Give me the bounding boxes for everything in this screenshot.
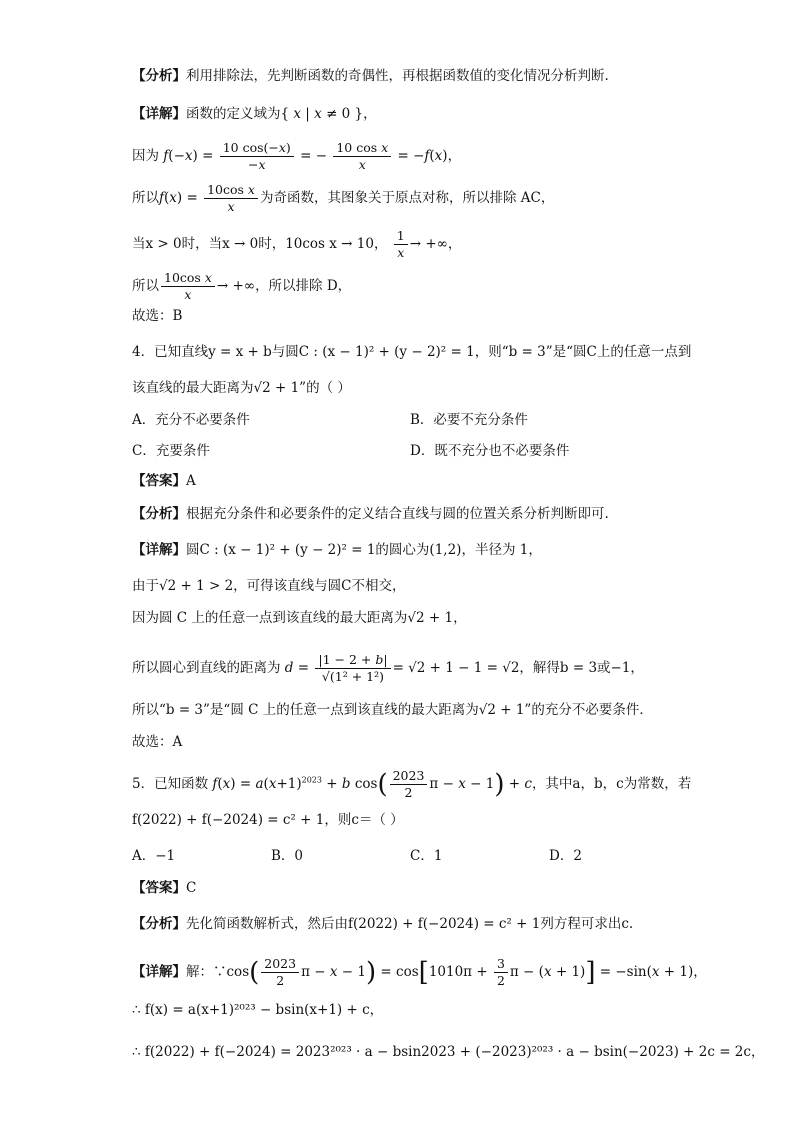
q3-odd-check-line: 因为 f(−x) = $\frac{10 \cos(-x)}{-x}$ = − $\frac{\text{10 cos x}}{x}$ = −f(x)， <box>132 140 462 172</box>
fraction: $\frac{|1 - 2 + b|}{\text{√(1² + 1²)}}$ <box>315 652 390 685</box>
q4-detail-line-2 <box>132 576 754 596</box>
answer-value: A <box>186 473 196 489</box>
detail-tag: 【详解】 <box>132 542 186 558</box>
detail-text: 由于√2 + 1 > 2，可得该直线与圆C不相交， <box>132 578 406 594</box>
q5-stem-text: f(2022) + f(−2024) = c² + 1，则c＝（ ） <box>132 812 404 828</box>
q3-odd-conclusion-line: 所以f(x) = $\frac{\text{10cos x}}{x}$ 为奇函数，其图象关于原点对称，所以排除 AC， <box>132 182 555 214</box>
domain-set: { x | x ≠ 0 }， <box>280 106 377 122</box>
detail-text: ∴ f(x) = a(x+1)²⁰²³ − bsin(x+1) + c， <box>132 1002 384 1018</box>
analysis-text: 先化简函数解析式，然后由f(2022) + f(−2024) = c² + 1列方程可求出c. <box>186 916 634 932</box>
limit-text: 当x > 0时，当x → 0时，10cos x → 10， <box>132 236 388 252</box>
q5-detail-line-1: 【详解】解：∵cos( $\frac{2023}{2}$ π − x − 1) = cos[1010π + $\frac{3}{2}$ π − (x + 1)] = −sin(x + 1)， <box>132 956 707 988</box>
q4-stem-line-1 <box>132 342 754 362</box>
q4-option-c: C．充要条件 <box>132 443 210 459</box>
q5-detail-line-2 <box>132 1000 754 1020</box>
q4-detail-line-4: 所以圆心到直线的距离为 d = $\frac{|1 - 2 + b|}{\text{√(1² + 1²)}}$ = √2 + 1 − 1 = √2，解得b = 3或−1， <box>132 652 644 684</box>
detail-text: 因为圆 C 上的任意一点到该直线的最大距离为√2 + 1， <box>132 610 467 626</box>
analysis-tag: 【分析】 <box>132 506 186 522</box>
fraction: $\frac{3}{2}$ <box>494 956 508 989</box>
detail-text: ∴ f(2022) + f(−2024) = 2023²⁰²³ · a − bsin2023 + (−2023)²⁰²³ · a − bsin(−2023) + 2c = 2c， <box>132 1044 765 1060</box>
q4-option-a: A．充分不必要条件 <box>132 412 250 428</box>
q5-analysis-line <box>132 914 754 934</box>
q3-detail-line <box>132 104 754 124</box>
q4-answer-line <box>132 471 754 491</box>
q5-stem-suffix: ，其中a，b，c为常数，若 <box>531 776 692 792</box>
detail-tag: 【详解】 <box>132 964 186 980</box>
q4-option-b: B．必要不充分条件 <box>410 412 528 428</box>
fraction: $\frac{1}{x}$ <box>394 228 408 261</box>
q5-stem-line-2 <box>132 810 754 830</box>
fraction: $\frac{2023}{2}$ <box>261 956 299 989</box>
exclude-text: ，所以排除 D， <box>255 278 352 294</box>
analysis-tag: 【分析】 <box>132 68 186 84</box>
because-prefix: 因为 <box>132 148 159 164</box>
analysis-text: 利用排除法，先判断函数的奇偶性，再根据函数值的变化情况分析判断. <box>186 68 609 84</box>
q5-option-a: A．−1 <box>132 848 176 864</box>
q4-detail-line-3 <box>132 608 754 628</box>
q5-detail-line-3 <box>132 1042 765 1062</box>
q4-stem-text: 该直线的最大距离为√2 + 1”的（ ） <box>132 380 351 396</box>
odd-conclusion-text: 为奇函数，其图象关于原点对称，所以排除 AC， <box>259 190 555 206</box>
q3-limit-line: 当x > 0时，当x → 0时，10cos x → 10， $\frac{1}{x}$ → +∞， <box>132 228 462 260</box>
q4-answer-line-2 <box>132 732 754 752</box>
q3-answer-line <box>132 306 754 326</box>
q3-exclude-line: 所以 $\frac{\text{10cos x}}{x}$ → +∞，所以排除 D， <box>132 270 352 302</box>
q5-stem-line-1: 5．已知函数 $f(x) = a(x+1)^{2023} + b$ cos( $\frac{2023}{2}$ π − x − 1) + c，其中a，b，c为常数，若 <box>132 768 692 800</box>
fraction: $\frac{\text{10 cos x}}{x}$ <box>333 140 391 173</box>
fraction: $\frac{2023}{2}$ <box>390 768 428 801</box>
answer-text: 故选：A <box>132 734 183 750</box>
fraction: $\frac{10 \cos(-x)}{-x}$ <box>220 140 294 173</box>
q5-stem-prefix: 5．已知函数 <box>132 776 209 792</box>
q4-detail-line-1 <box>132 540 754 560</box>
detail-text: 所以“b = 3”是“圆 C 上的任意一点到该直线的最大距离为√2 + 1”的充分不必要条件． <box>132 702 653 718</box>
detail-prefix: 所以圆心到直线的距离为 <box>132 660 281 676</box>
fraction: $\frac{\text{10cos x}}{x}$ <box>204 182 258 215</box>
q4-stem-text: 4．已知直线y = x + b与圆C : (x − 1)² + (y − 2)² = 1，则“b = 3”是“圆C上的任意一点到 <box>132 344 692 360</box>
detail-tag: 【详解】 <box>132 106 186 122</box>
q4-stem-line-2 <box>132 378 754 398</box>
q3-analysis-line <box>132 66 754 86</box>
fraction: $\frac{\text{10cos x}}{x}$ <box>161 270 215 303</box>
answer-value: C <box>186 880 197 896</box>
answer-text: 故选：B <box>132 308 183 324</box>
analysis-text: 根据充分条件和必要条件的定义结合直线与圆的位置关系分析判断即可. <box>186 506 609 522</box>
so-prefix: 所以 <box>132 190 159 206</box>
detail-suffix: = √2 + 1 − 1 = √2，解得b = 3或−1， <box>392 660 644 676</box>
q5-option-d: D．2 <box>549 848 582 864</box>
q5-option-c: C．1 <box>410 848 443 864</box>
q5-option-b: B．0 <box>271 848 304 864</box>
q4-option-d: D．既不充分也不必要条件 <box>410 443 570 459</box>
answer-tag: 【答案】 <box>132 880 186 896</box>
q4-detail-line-5 <box>132 700 754 720</box>
answer-tag: 【答案】 <box>132 473 186 489</box>
detail-text: 圆C : (x − 1)² + (y − 2)² = 1的圆心为(1,2)，半径为 1， <box>186 542 542 558</box>
q5-answer-line <box>132 878 754 898</box>
analysis-tag: 【分析】 <box>132 916 186 932</box>
detail-text: 函数的定义域为 <box>186 106 281 122</box>
q4-analysis-line <box>132 504 754 524</box>
